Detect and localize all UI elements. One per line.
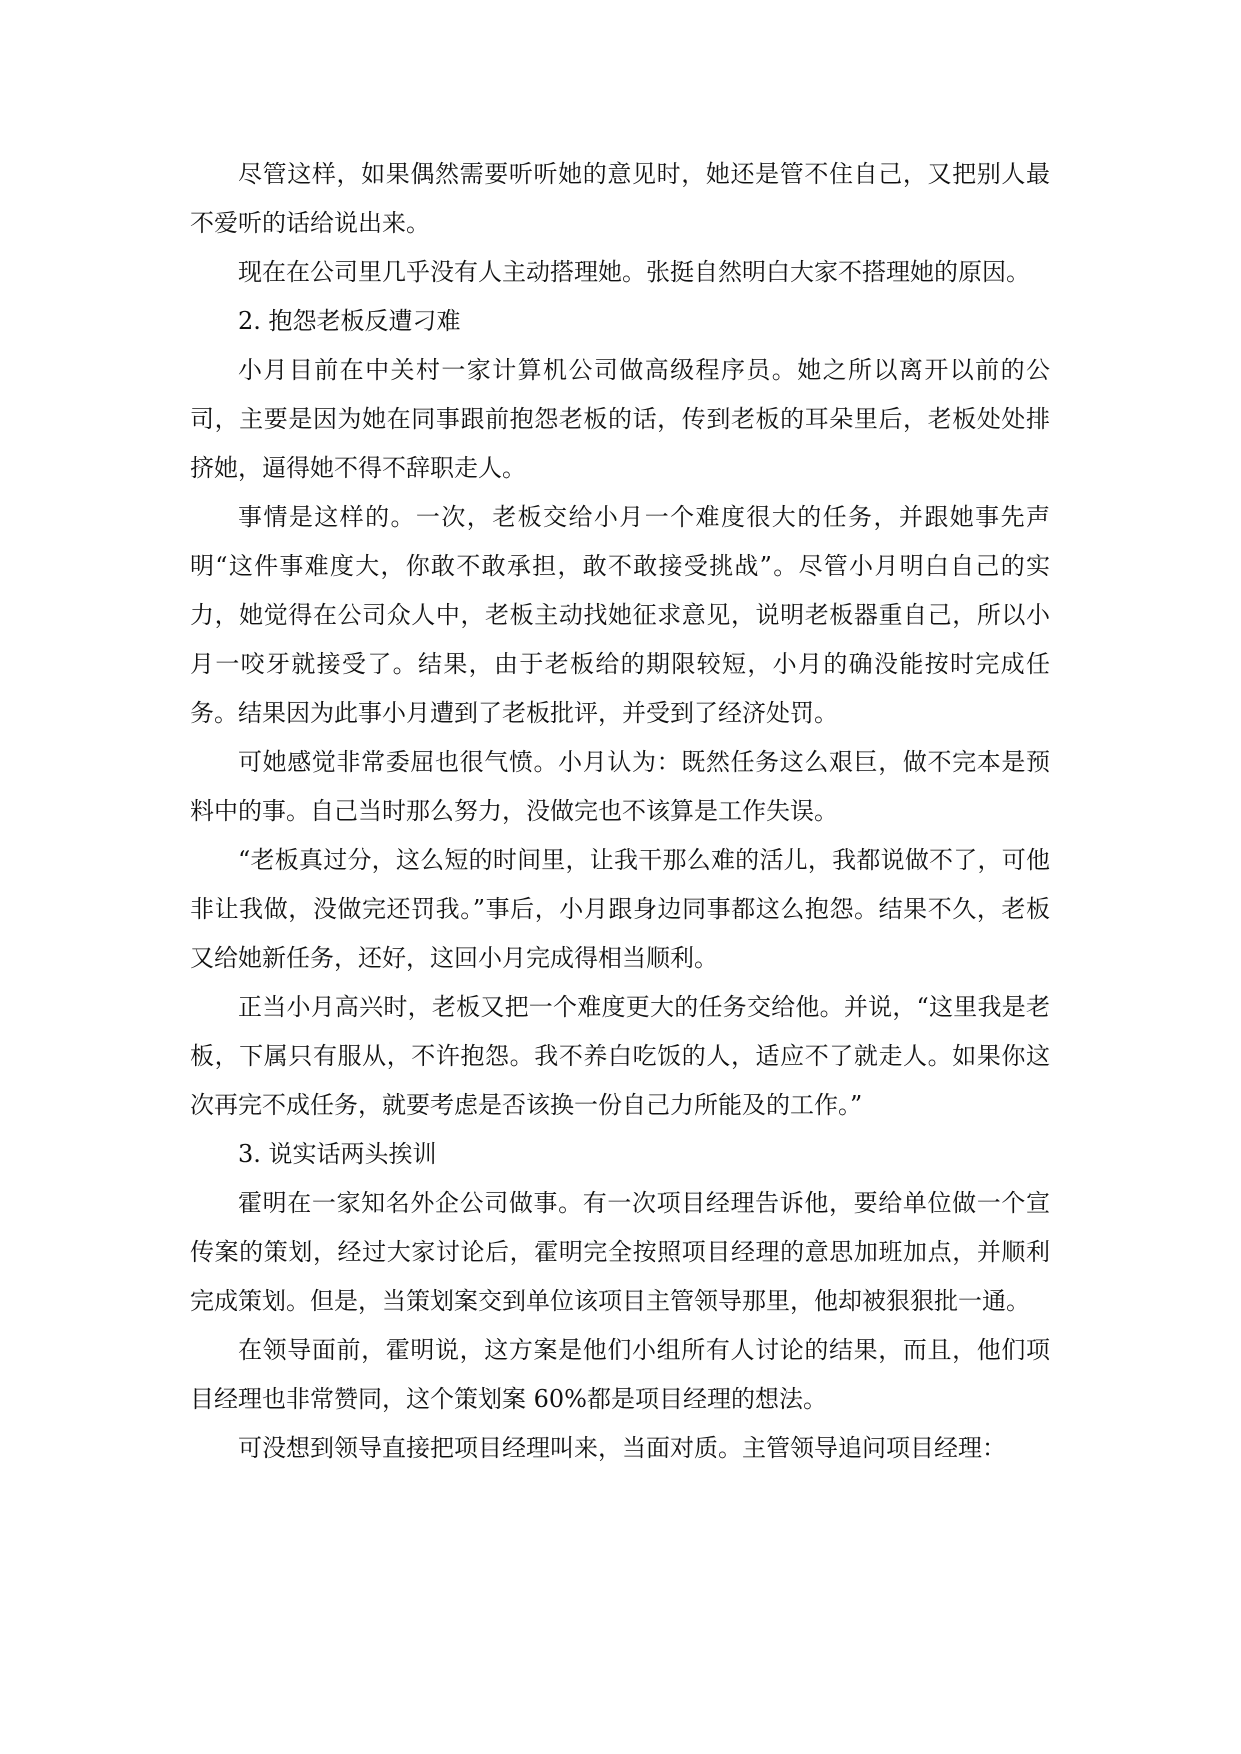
paragraph: 在领导面前，霍明说，这方案是他们小组所有人讨论的结果，而且，他们项目经理也非常赞同，这个策划案 60%都是项目经理的想法。 (190, 1336, 1050, 1413)
document-body (190, 150, 1050, 1473)
paragraph: 可没想到领导直接把项目经理叫来，当面对质。主管领导追问项目经理： (238, 1434, 1006, 1462)
paragraph: 现在在公司里几乎没有人主动搭理她。张挺自然明白大家不搭理她的原因。 (238, 258, 1030, 286)
paragraph: 可她感觉非常委屈也很气愤。小月认为：既然任务这么艰巨，做不完本是预料中的事。自己当时那么努力，没做完也不该算是工作失误。 (190, 748, 1050, 825)
paragraph: “老板真过分，这么短的时间里，让我干那么难的活儿，我都说做不了，可他非让我做，没做完还罚我。”事后，小月跟身边同事都这么抱怨。结果不久，老板又给她新任务，还好，这回小月完成得相当顺利。 (190, 846, 1050, 972)
paragraph: 正当小月高兴时，老板又把一个难度更大的任务交给他。并说，“这里我是老板，下属只有服从，不许抱怨。我不养白吃饭的人，适应不了就走人。如果你这次再完不成任务，就要考虑是否该换一份自己力所能及的工作。” (190, 993, 1050, 1119)
paragraph: 尽管这样，如果偶然需要听听她的意见时，她还是管不住自己，又把别人最不爱听的话给说出来。 (190, 160, 1050, 237)
section-heading: 2. 抱怨老板反遭刁难 (238, 307, 461, 335)
paragraph: 小月目前在中关村一家计算机公司做高级程序员。她之所以离开以前的公司，主要是因为她在同事跟前抱怨老板的话，传到老板的耳朵里后，老板处处排挤她，逼得她不得不辞职走人。 (190, 356, 1050, 482)
section-heading: 3. 说实话两头挨训 (238, 1140, 437, 1168)
paragraph: 事情是这样的。一次，老板交给小月一个难度很大的任务，并跟她事先声明“这件事难度大，你敢不敢承担，敢不敢接受挑战”。尽管小月明白自己的实力，她觉得在公司众人中，老板主动找她征求意见，说明老板器重自己，所以小月一咬牙就接受了。结果，由于老板给的期限较短，小月的确没能按时完成任务。结果因为此事小月遭到了老板批评，并受到了经济处罚。 (190, 503, 1050, 727)
paragraph: 霍明在一家知名外企公司做事。有一次项目经理告诉他，要给单位做一个宣传案的策划，经过大家讨论后，霍明完全按照项目经理的意思加班加点，并顺利完成策划。但是，当策划案交到单位该项目主管领导那里，他却被狠狠批一通。 (190, 1189, 1050, 1315)
